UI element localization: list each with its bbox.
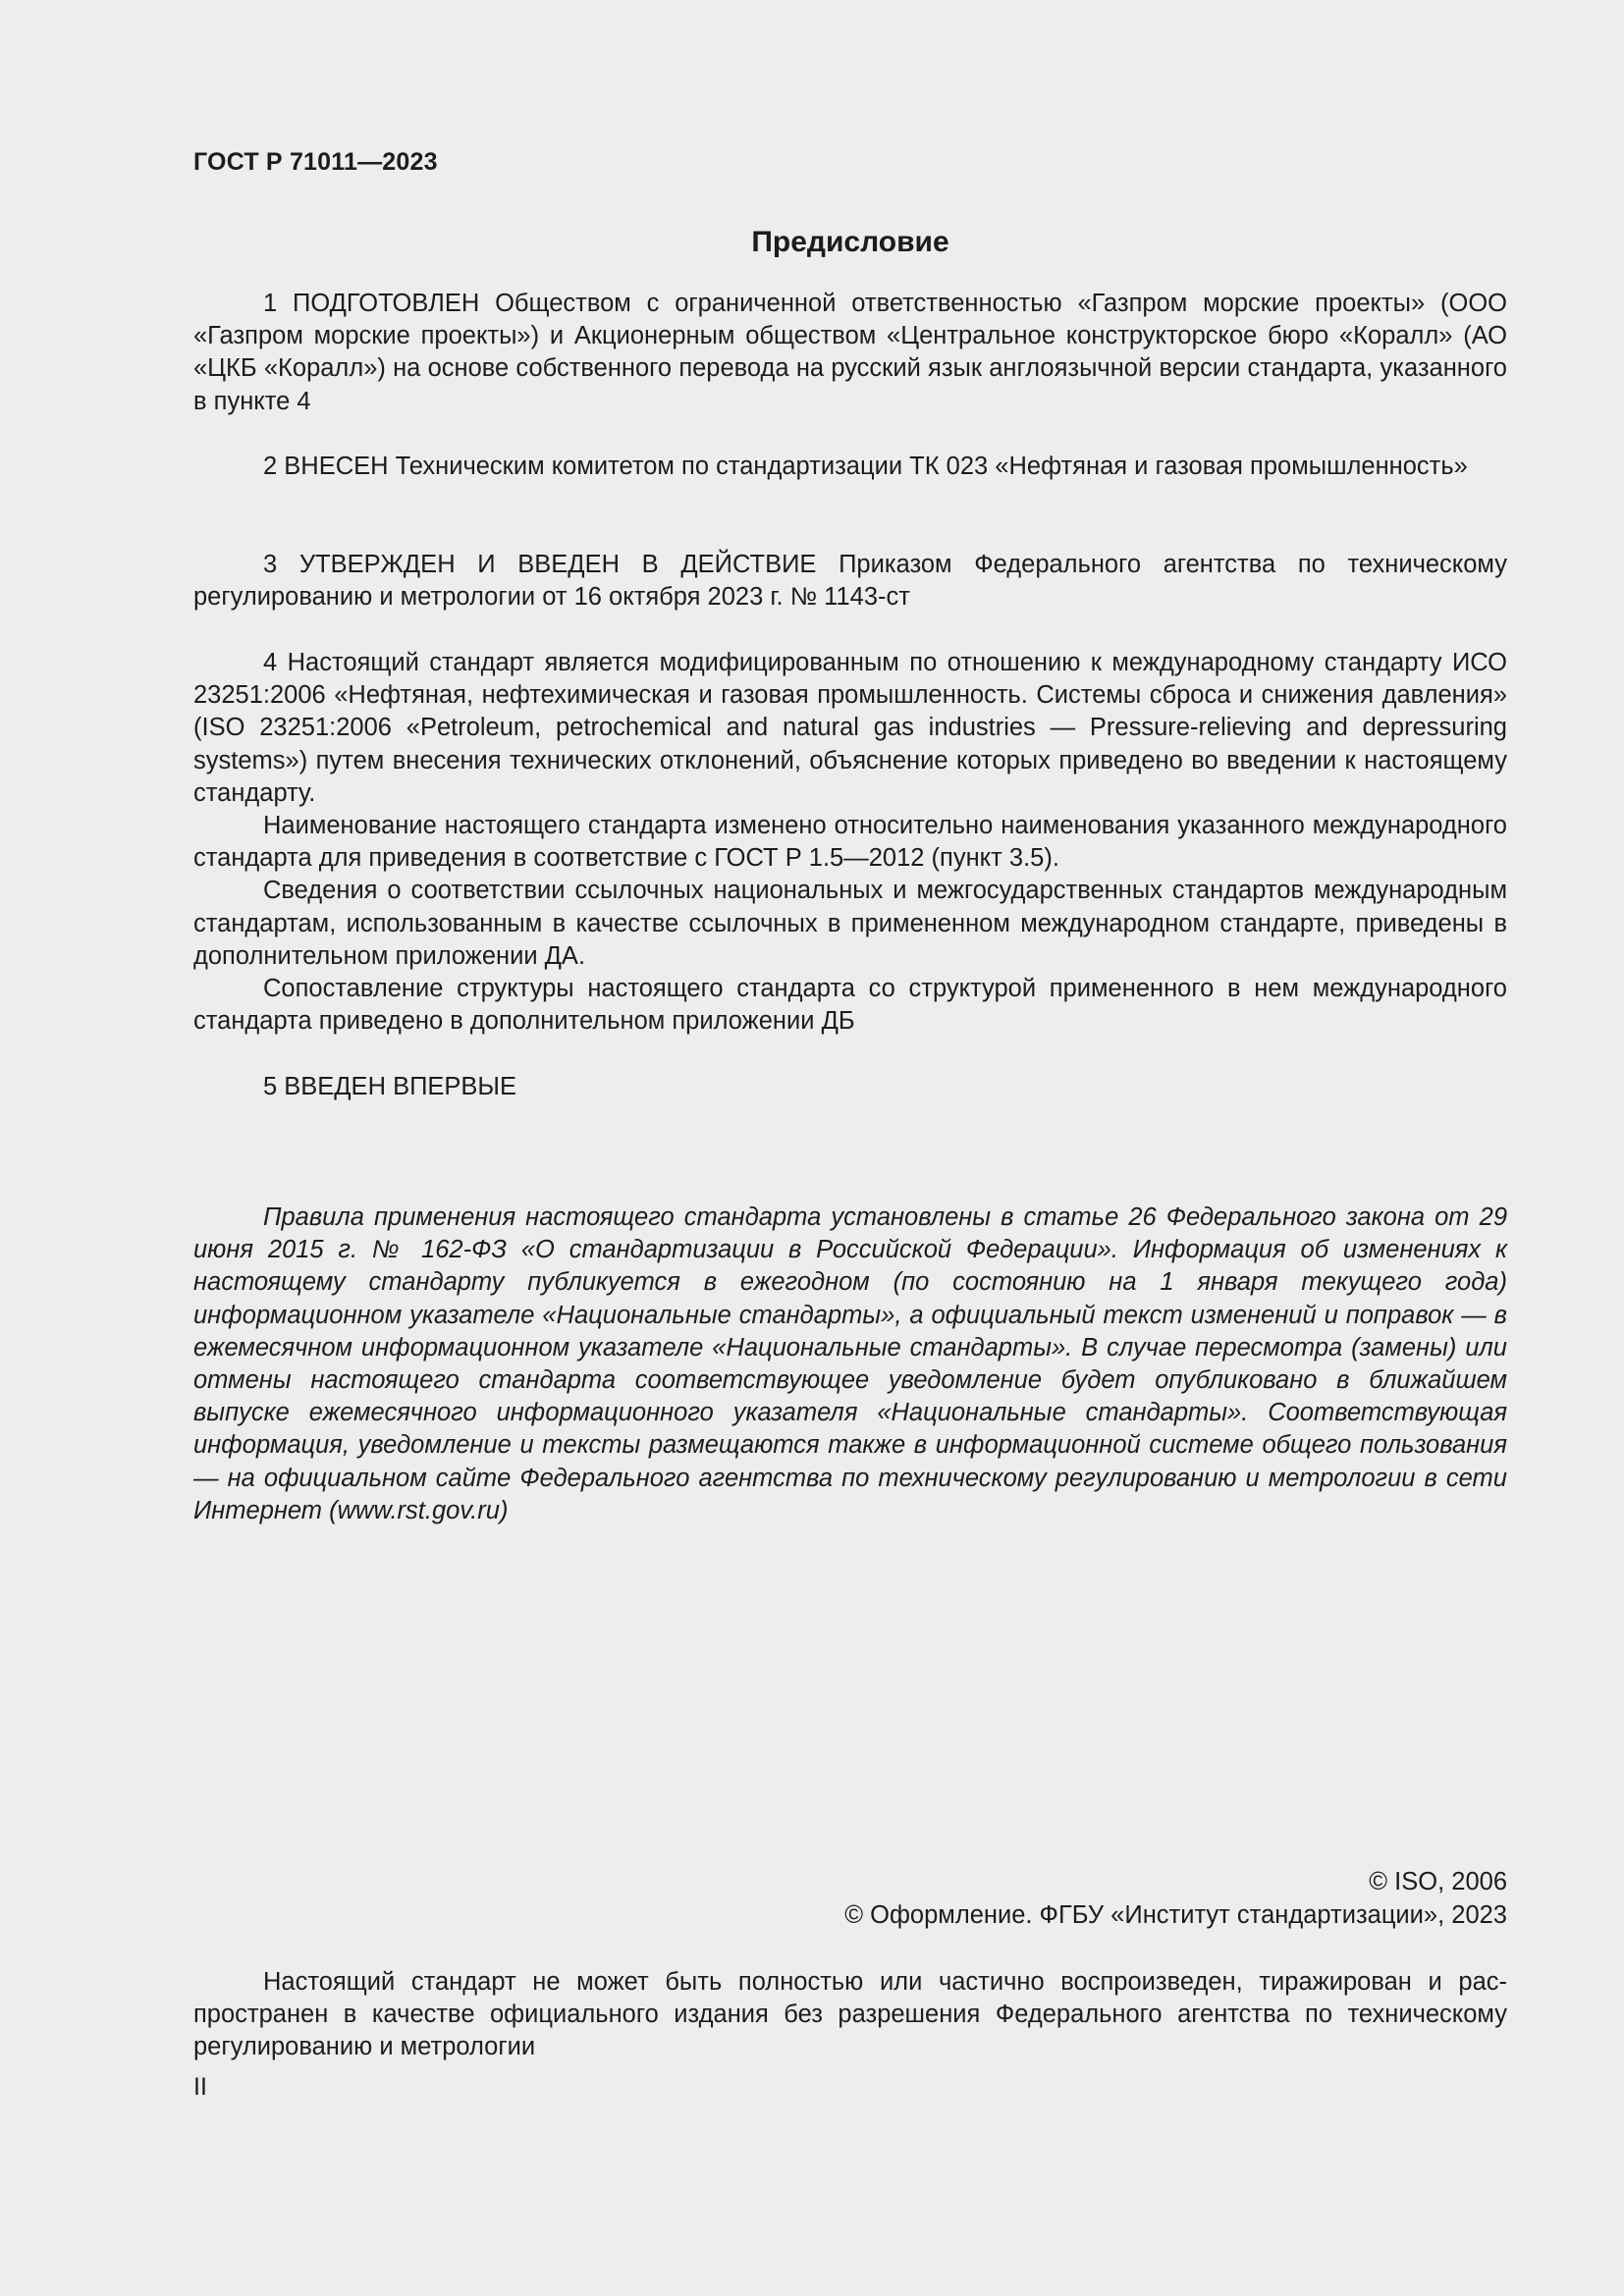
item-4-para-1: 4 Настоящий стандарт является модифицированным по отношению к международному стандарту ИСО 23251:2006 «Нефтяная, нефтехимическая и газовая промышленность. Системы сброса и снижения давления» (ISO 23251:2006 «Petroleum, petrochemical and natural gas industries — Pressure-relieving and depressuring systems») путем внесения технических отклонений, объяснение которых приведено во введении к настоящему стандарту. xyxy=(193,649,1507,807)
item-4-para-2: Наименование настоящего стандарта изменено относительно наименования указанного международного стандарта для приведения в соответствие с ГОСТ Р 1.5—2012 (пункт 3.5). xyxy=(193,812,1507,873)
item-1-text: 1 ПОДГОТОВЛЕН Обществом с ограниченной ответственностью «Газпром морские проекты» (ООО «Газпром морские проекты») и Акционерным обществом «Центральное конструкторское бюро «Коралл» (АО «ЦКБ «Коралл») на основе собственного перевода на русский язык англоязычной версии стандарта, указанного в пункте 4 xyxy=(193,290,1507,415)
application-rules xyxy=(193,1201,1507,1527)
reproduction-notice xyxy=(193,1966,1507,2064)
copyright-design: © Оформление. ФГБУ «Институт стандартизации», 2023 xyxy=(844,1901,1507,1929)
item-4-para-4: Сопоставление структуры настоящего стандарта со структурой примененного в нем международного стандарта приведено в дополнительном приложении ДБ xyxy=(193,975,1507,1036)
copyright-block xyxy=(193,1865,1507,1932)
document-id-header: ГОСТ Р 71011—2023 xyxy=(193,148,438,176)
item-5-text: 5 ВВЕДЕН ВПЕРВЫЕ xyxy=(263,1073,517,1100)
item-1-prepared xyxy=(193,288,1507,418)
item-4-para-3: Сведения о соответствии ссылочных национальных и межгосударственных стандартов международным стандартам, использованным в качестве ссылочных в примененном международном стандарте, приведены в дополнительном приложении ДА. xyxy=(193,877,1507,970)
item-5-first-introduced xyxy=(193,1071,1507,1103)
application-rules-text: Правила применения настоящего стандарта установлены в статье 26 Федерального закона от 29 июня 2015 г. № 162-ФЗ «О стандартизации в Российской Федерации». Информация об изменениях к настоящему стандарту публикуется в ежегодном (по состоянию на 1 января текущего года) информационном указателе «Национальные стандарты», а официальный текст изменений и поправок — в ежемесячном информационном указателе «Национальные стандарты». В случае пересмотра (замены) или отмены настоящего стандарта соответствующее уведомление будет опубликовано в ближайшем выпуске ежемесячного информационного указателя «Национальные стандарты». Соответствующая информация, уведомление и тексты размещаются также в информационной системе общего пользования — на официальном сайте Федерального агентства по техническому регулированию и метрологии в сети Интернет (www.rst.gov.ru) xyxy=(193,1203,1507,1524)
item-2-introduced xyxy=(193,451,1507,483)
page-title: Предисловие xyxy=(751,226,949,258)
reproduction-notice-text: Настоящий стандарт не может быть полностью или частично воспроизведен, тиражирован и распространен в качестве официального издания без разрешения Федерального агентства по техническому регулированию и метрологии xyxy=(193,1968,1507,2061)
item-2-text: 2 ВНЕСЕН Техническим комитетом по стандартизации ТК 023 «Нефтяная и газовая промышленность» xyxy=(263,453,1468,480)
item-3-approved xyxy=(193,549,1507,614)
document-page xyxy=(193,0,1507,2296)
item-3-text: 3 УТВЕРЖДЕН И ВВЕДЕН В ДЕЙСТВИЕ Приказом Федерального агентства по техническому регулированию и метрологии от 16 октября 2023 г. № 1143-ст xyxy=(193,551,1507,612)
item-4-modified xyxy=(193,647,1507,1038)
copyright-iso: © ISO, 2006 xyxy=(1369,1868,1507,1896)
page-number: II xyxy=(193,2073,207,2101)
